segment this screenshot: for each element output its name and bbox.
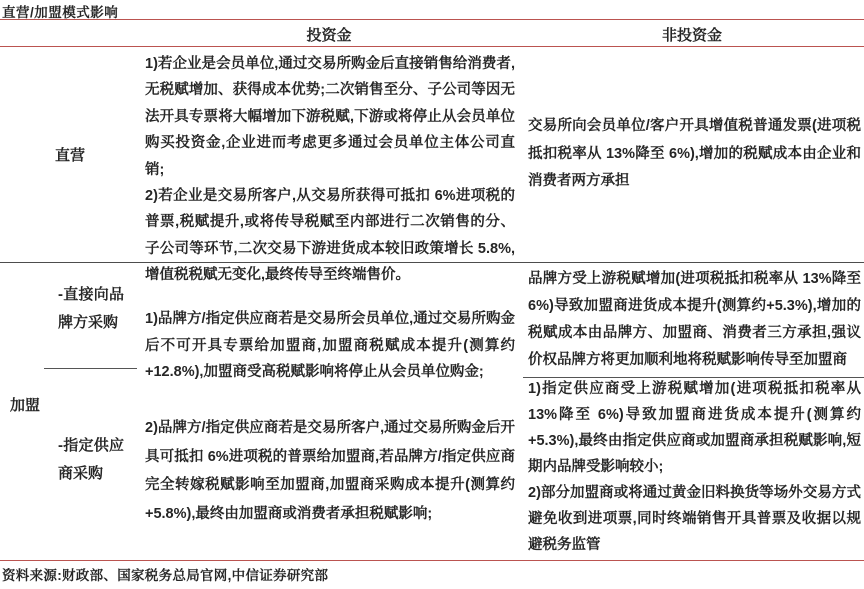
cell-direct-invest-paragraph-2: 2)若企业是交易所客户,从交易所获得可抵扣 6%进项税的普票,税赋提升,或将传导税赋至内部进行二次销售的分、子公司等环节,二次交易下游进货成本较旧政策增长 5.8%,增值税税赋无变化,最终传导至终端售价。 bbox=[145, 188, 515, 284]
cell-franchise-noninvest-supplier-paragraph-1: 1)指定供应商受上游税赋增加(进项税抵扣税率从13%降至 6%)导致加盟商进货成本提升(测算约+5.3%),最终由指定供应商或加盟商承担税赋影响,短期内品牌受影响较小; bbox=[528, 381, 861, 475]
sub-row-label-designated-supplier: -指定供应商采购 bbox=[58, 437, 124, 482]
page-title: 直营/加盟模式影响 bbox=[2, 5, 119, 20]
sub-row-label-brand-purchase: -直接向品牌方采购 bbox=[58, 286, 124, 331]
column-header-non-invest-gold: 非投资金 bbox=[661, 27, 722, 44]
table-bottom-rule bbox=[0, 560, 864, 561]
cell-franchise-noninvest-brand: 品牌方受上游税赋增加(进项税抵扣税率从 13%降至6%)导致加盟商进货成本提升(测算约+5.3%),增加的税赋成本由品牌方、加盟商、消费者三方承担,强议价权品牌方将更加顺利地将税赋影响传导至加盟商 bbox=[528, 271, 861, 368]
column-header-invest-gold: 投资金 bbox=[306, 27, 352, 44]
source-note: 资料来源:财政部、国家税务总局官网,中信证券研究部 bbox=[2, 568, 329, 583]
row-label-franchise bbox=[10, 394, 40, 415]
row-label-direct-text: 直营 bbox=[54, 147, 85, 164]
sub-row-divider-label-column bbox=[44, 368, 137, 369]
cell-direct-invest-paragraph-1: 1)若企业是会员单位,通过交易所购金后直接销售给消费者,无税赋增加、获得成本优势;二次销售至分、子公司等因无法开具专票将大幅增加下游税赋,下游或将停止从会员单位购买投资金,企业进而考虑更多通过会员单位主体公司直销; bbox=[145, 56, 515, 178]
cell-franchise-invest-paragraph-1: 1)品牌方/指定供应商若是交易所会员单位,通过交易所购金后不可开具专票给加盟商,加盟商税赋成本提升(测算约+12.8%),加盟商受高税赋影响将停止从会员单位购金; bbox=[145, 311, 515, 380]
cell-franchise-invest-paragraph-2: 2)品牌方/指定供应商若是交易所客户,通过交易所购金后开具可抵扣 6%进项税的普票给加盟商,若品牌方/指定供应商完全转嫁税赋影响至加盟商,加盟商采购成本提升(测算约+5.8%),最终由加盟商或消费者承担税赋影响; bbox=[145, 420, 515, 522]
cell-franchise-noninvest-supplier bbox=[528, 376, 861, 558]
row-label-direct bbox=[0, 47, 140, 262]
cell-franchise-noninvest-supplier-paragraph-2: 2)部分加盟商或将通过黄金旧料换货等场外交易方式避免收到进项票,同时终端销售开具普票及收据以规避税务监管 bbox=[528, 485, 861, 553]
cell-direct-invest bbox=[145, 51, 515, 289]
row-label-franchise-text: 加盟 bbox=[10, 397, 41, 414]
cell-direct-noninvest bbox=[528, 47, 861, 262]
cell-direct-noninvest-paragraph: 交易所向会员单位/客户开具增值税普通发票(进项税抵扣税率从 13%降至 6%),增加的税赋成本由企业和消费者两方承担 bbox=[528, 118, 861, 190]
table-top-rule bbox=[0, 19, 864, 20]
